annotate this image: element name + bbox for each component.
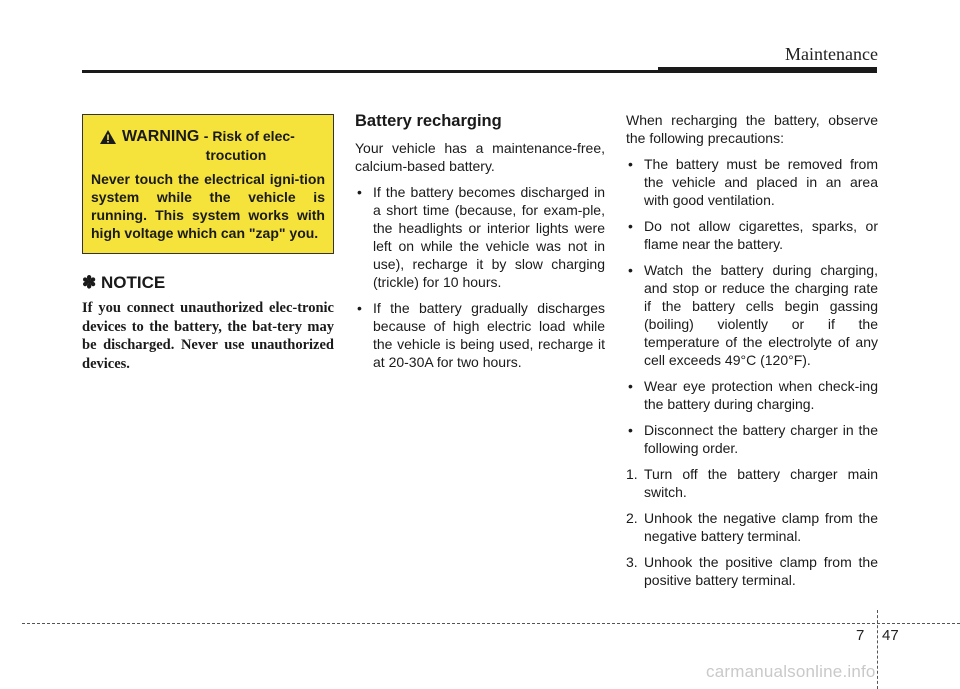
notice-section xyxy=(82,273,334,373)
notice-title xyxy=(82,273,334,293)
step-text: Unhook the negative clamp from the negative battery terminal. xyxy=(644,510,878,544)
bullet-text: If the battery becomes discharged in a short time (because, for exam-ple, the headlights or interior lights were left on while the vehicle was not in use), recharge it by slow charging (trickle) for 10 hours. xyxy=(373,184,605,290)
list-item: • Disconnect the battery charger in the following order. xyxy=(628,422,878,456)
section-header: Maintenance xyxy=(785,44,878,64)
step-text: Turn off the battery charger main switch. xyxy=(644,466,878,500)
list-item: • If the battery becomes discharged in a short time (because, for exam-ple, the headlights or interior lights were left on while the vehicle was not in use), recharge it by slow charging (trickle) for 10 hours. xyxy=(357,184,605,290)
warning-title: WARNING xyxy=(122,128,200,145)
chapter-number: 7 xyxy=(856,627,865,644)
warning-subtitle: - Risk of elec- xyxy=(203,128,295,144)
battery-recharging-section xyxy=(355,111,605,371)
warning-header xyxy=(91,127,325,146)
list-item: • If the battery gradually discharges because of high electric load while the vehicle is being used, recharge it at 20-30A for two hours. xyxy=(357,300,605,370)
page-number: 47 xyxy=(882,627,899,644)
footer-page-separator xyxy=(877,610,878,689)
notice-title-text: NOTICE xyxy=(100,273,166,292)
bullet-list xyxy=(355,183,605,371)
notice-body: If you connect unauthorized elec-tronic devices to the battery, the bat-tery may be discharged. Never use unauthorized devices. xyxy=(82,300,334,372)
step-item xyxy=(626,509,878,545)
bullet-text: If the battery gradually discharges because of high electric load while the vehicle is being used, recharge it at 20-30A for two hours. xyxy=(373,300,605,370)
step-number: 2. xyxy=(626,510,638,526)
warning-subtitle-cont: trocution xyxy=(205,147,267,163)
step-text: Unhook the positive clamp from the positive battery terminal. xyxy=(644,554,878,588)
step-number: 3. xyxy=(626,554,638,570)
list-item: • Watch the battery during charging, and stop or reduce the charging rate if the battery cells begin gassing (boiling) violently or if the temperature of the electrolyte of any cell exceeds 49°C (120°F). xyxy=(628,262,878,368)
step-number: 1. xyxy=(626,466,638,482)
list-item: • The battery must be removed from the vehicle and placed in an area with good ventilation. xyxy=(628,156,878,208)
step-item xyxy=(626,465,878,501)
warning-triangle-icon xyxy=(99,129,117,145)
bullet-text: Wear eye protection when check-ing the battery during charging. xyxy=(644,378,878,412)
warning-body: Never touch the electrical igni-tion system while the vehicle is running. This system works with high voltage which can "zap" you. xyxy=(91,171,325,241)
bullet-text: The battery must be removed from the vehicle and placed in an area with good ventilation. xyxy=(644,156,878,208)
step-list xyxy=(626,465,878,589)
precautions-intro: When recharging the battery, observe the following precautions: xyxy=(626,112,878,146)
bullet-text: Disconnect the battery charger in the following order. xyxy=(644,422,878,456)
section-title: Battery recharging xyxy=(355,112,502,130)
list-item: • Do not allow cigarettes, sparks, or flame near the battery. xyxy=(628,218,878,252)
step-item xyxy=(626,553,878,589)
header-tab-bar xyxy=(658,67,877,73)
warning-box xyxy=(82,114,334,254)
precautions-list xyxy=(626,155,878,457)
watermark: carmanualsonline.info xyxy=(706,662,876,681)
bullet-text: Do not allow cigarettes, sparks, or flame near the battery. xyxy=(644,218,878,252)
notice-symbol: ✽ xyxy=(82,273,97,292)
bullet-text: Watch the battery during charging, and stop or reduce the charging rate if the battery cells begin gassing (boiling) violently or if the temperature of the electrolyte of any cell exceeds 49°C (120°F). xyxy=(644,262,878,368)
intro-paragraph: Your vehicle has a maintenance-free, calcium-based battery. xyxy=(355,140,605,174)
list-item: • Wear eye protection when check-ing the battery during charging. xyxy=(628,378,878,412)
footer-divider xyxy=(22,623,960,624)
precautions-section xyxy=(626,111,878,589)
